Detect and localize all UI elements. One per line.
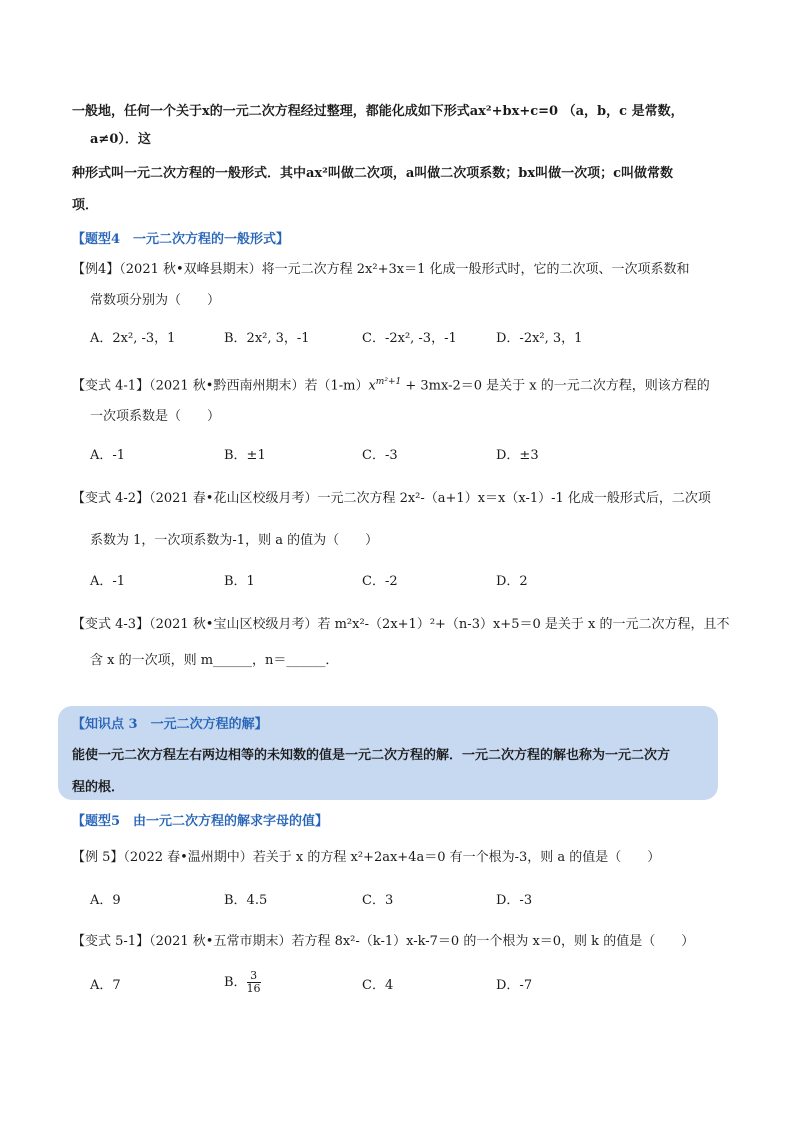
- v42-option-d: D．2: [496, 574, 528, 589]
- ex5-option-c: C．3: [362, 893, 394, 908]
- v41-option-d: D．±3: [496, 448, 539, 463]
- fraction-numerator: 3: [247, 970, 261, 983]
- v41-option-c: C．-3: [362, 448, 398, 463]
- ex4-line-2: 常数项分别为（ ）: [90, 293, 221, 308]
- v42-option-c: C．-2: [362, 574, 398, 589]
- v41-line-1: [72, 372, 710, 396]
- v42-option-b: B．1: [224, 574, 255, 589]
- fraction-denominator: 16: [246, 982, 261, 995]
- v42-options: [90, 572, 690, 592]
- ex5-options: [90, 891, 690, 911]
- intro-line-2: a≠0）．这: [90, 132, 151, 147]
- ex5-line-1: 【例 5】（2022 春•温州期中）若关于 x 的方程 x²+2ax+4a＝0 有一个根为-3，则 a 的值是（ ）: [72, 850, 661, 865]
- v51-option-d: D．-7: [496, 978, 533, 993]
- ex5-option-a: A．9: [90, 893, 121, 908]
- intro-line-3: 种形式叫一元二次方程的一般形式．其中ax²叫做二次项，a叫做二次项系数；bx叫做一次项；c叫做常数: [72, 166, 674, 181]
- v41-option-b: B．±1: [224, 448, 266, 463]
- v42-line-2: 系数为 1，一次项系数为-1，则 a 的值为（ ）: [90, 533, 379, 548]
- type4-heading: 【题型4 一元二次方程的一般形式】: [72, 232, 290, 247]
- ex4-option-d: D．-2x², 3，1: [496, 331, 583, 346]
- v41-exponent-base: x: [368, 378, 376, 394]
- v42-line-1: 【变式 4-2】（2021 春•花山区校级月考）一元二次方程 2x²-（a+1）x＝x（x-1）-1 化成一般形式后，二次项: [72, 491, 711, 506]
- intro-line-1: 一般地，任何一个关于x的一元二次方程经过整理，都能化成如下形式ax²+bx+c=0 （a，b，c 是常数，: [72, 104, 684, 119]
- ex5-option-d: D．-3: [496, 893, 533, 908]
- v51-option-c: C．4: [362, 978, 394, 993]
- v43-line-2: 含 x 的一次项，则 m______，n＝______．: [90, 653, 339, 668]
- v43-line-1: 【变式 4-3】（2021 秋•宝山区校级月考）若 m²x²-（2x+1）²+（n-3）x+5＝0 是关于 x 的一元二次方程，且不: [72, 617, 730, 632]
- v51-option-b-fraction: [247, 970, 261, 995]
- ex4-option-c: C．-2x², -3，-1: [362, 331, 457, 346]
- v41-line-1-c: + 3mx-2＝0 是关于 x 的一元二次方程，则该方程的: [401, 378, 710, 394]
- v41-exponent: m²+1: [375, 377, 402, 387]
- v51-option-b: [224, 970, 261, 995]
- type5-heading: 【题型5 由一元二次方程的解求字母的值】: [72, 814, 329, 829]
- v41-line-1-a: 【变式 4-1】（2021 秋•黔西南州期末）若（1-m）: [72, 378, 369, 394]
- v51-option-b-prefix: B．: [224, 975, 247, 990]
- v51-line-1: 【变式 5-1】（2021 秋•五常市期末）若方程 8x²-（k-1）x-k-7＝0 的一个根为 x＝0，则 k 的值是（ ）: [72, 934, 695, 949]
- intro-line-4: 项．: [72, 198, 99, 213]
- v41-line-2: 一次项系数是（ ）: [90, 409, 221, 424]
- kp3-heading: 【知识点 3 一元二次方程的解】: [72, 717, 268, 732]
- v42-option-a: A．-1: [90, 574, 126, 589]
- kp3-line-1: 能使一元二次方程左右两边相等的未知数的值是一元二次方程的解．一元二次方程的解也称为一元二次方: [72, 748, 671, 763]
- ex4-option-a: A．2x², -3，1: [90, 331, 176, 346]
- v51-option-a: A．7: [90, 978, 121, 993]
- ex5-option-b: B．4.5: [224, 893, 268, 908]
- v41-option-a: A．-1: [90, 448, 126, 463]
- ex4-option-b: B．2x², 3，-1: [224, 331, 310, 346]
- v41-options: [90, 446, 690, 466]
- ex4-options: [90, 329, 690, 349]
- kp3-line-2: 程的根．: [72, 780, 125, 795]
- v51-options: [90, 969, 690, 996]
- ex4-line-1: 【例4】（2021 秋•双峰县期末）将一元二次方程 2x²+3x＝1 化成一般形式时，它的二次项、一次项系数和: [72, 262, 690, 277]
